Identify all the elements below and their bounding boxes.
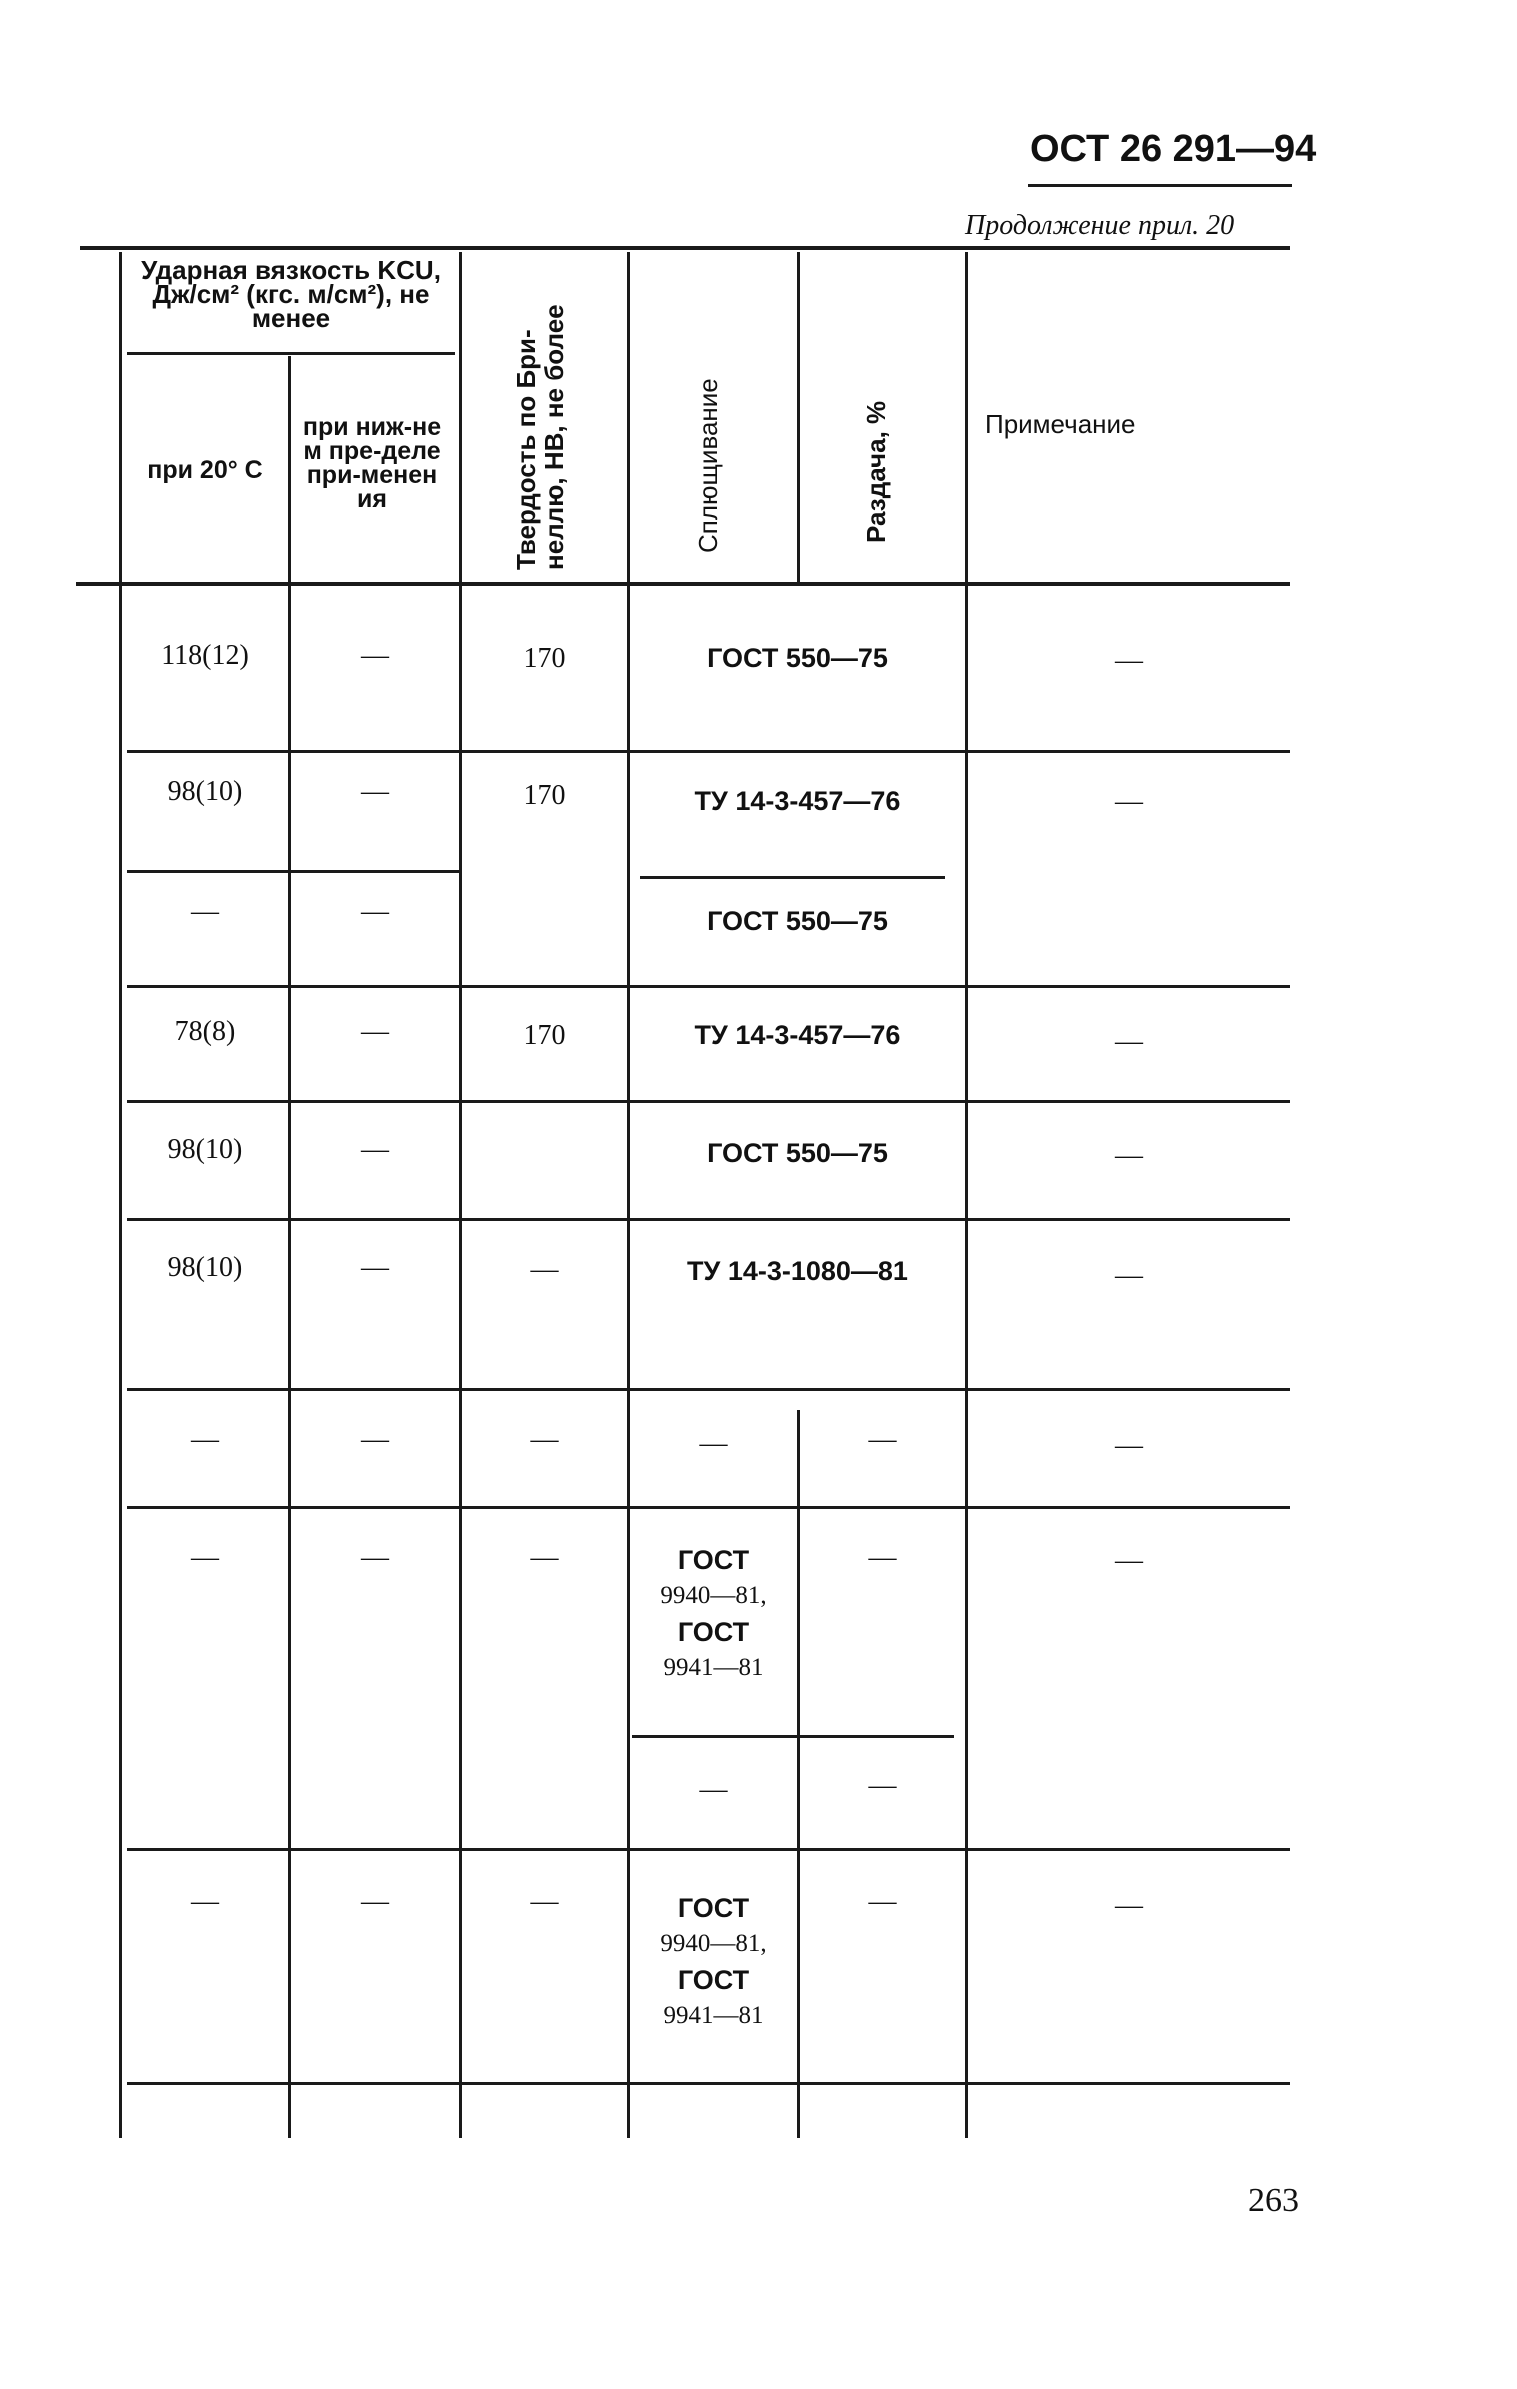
row-rule <box>127 1848 1290 1851</box>
header-bottom-rule <box>76 582 1290 586</box>
table-cell: — <box>868 1770 897 1801</box>
table-cell: — <box>1115 1140 1143 1171</box>
col-rule-0 <box>119 252 122 2138</box>
row-rule <box>127 750 1290 753</box>
table-cell: — <box>530 1886 559 1917</box>
row-rule <box>127 1388 1290 1391</box>
table-cell: — <box>530 1424 559 1455</box>
table-cell: — <box>1115 1026 1143 1057</box>
table-cell: 170 <box>523 643 566 674</box>
table-bottom-rule <box>127 2082 1290 2085</box>
row-rule <box>127 1100 1290 1103</box>
table-cell: 170 <box>523 780 566 811</box>
table-cell: ТУ 14-3-457—76 <box>694 786 901 816</box>
table-cell: — <box>361 1134 389 1165</box>
table-cell: 98(10) <box>167 1252 243 1283</box>
cell-line: ГОСТ <box>677 1893 750 1923</box>
table-cell-stacked <box>630 1890 797 2034</box>
row-rule <box>127 870 461 873</box>
table-cell: — <box>361 640 389 671</box>
impact-group-rule <box>127 352 455 355</box>
table-cell: 98(10) <box>167 1134 243 1165</box>
row-rule <box>632 1735 954 1738</box>
table-cell: — <box>1115 786 1143 817</box>
header-note: Примечание <box>985 409 1136 439</box>
table-cell: — <box>699 1774 728 1805</box>
row-rule <box>127 985 1290 988</box>
table-cell: — <box>1115 1545 1143 1576</box>
table-cell: — <box>1115 645 1143 676</box>
col-rule-2 <box>459 252 462 2138</box>
table-top-rule <box>80 246 1290 250</box>
header-expansion: Раздача, % <box>861 400 891 543</box>
header-kcu-lower-limit: при ниж-нем пре-деле при-менения <box>302 413 442 513</box>
table-cell: ТУ 14-3-457—76 <box>694 1020 901 1050</box>
page-number: 263 <box>1248 2182 1299 2219</box>
table-cell: ТУ 14-3-1080—81 <box>687 1256 908 1286</box>
table-cell: — <box>361 1252 389 1283</box>
header-kcu-20c: при 20° С <box>147 456 263 484</box>
header-flattening: Сплющивание <box>693 378 723 553</box>
header-hardness: Твердость по Бри-неллю, НВ, не более <box>511 304 569 570</box>
table-cell: — <box>1115 1890 1143 1921</box>
table-cell: — <box>361 896 389 927</box>
table-cell: — <box>699 1428 728 1459</box>
table-cell: 78(8) <box>174 1016 236 1047</box>
table-cell: — <box>530 1254 559 1285</box>
col-rule-4a <box>797 252 800 582</box>
table-cell: — <box>361 1424 389 1455</box>
table-cell: — <box>1115 1430 1143 1461</box>
col-rule-5 <box>965 252 968 2138</box>
table-cell: — <box>361 1886 389 1917</box>
table-cell: 118(12) <box>161 640 249 671</box>
header-impact-group: Ударная вязкость KCU, Дж/см² (кгс. м/см²), не менее <box>141 255 441 333</box>
cell-line: 9941—81 <box>663 2002 764 2029</box>
cell-line: ГОСТ <box>677 1965 750 1995</box>
table-cell: — <box>361 776 389 807</box>
table-cell: — <box>361 1542 389 1573</box>
doc-code: ОСТ 26 291—94 <box>1030 128 1317 170</box>
table-cell: — <box>530 1542 559 1573</box>
table-cell: ГОСТ 550—75 <box>707 643 888 673</box>
col-rule-3 <box>627 252 630 2138</box>
continuation-label: Продолжение прил. 20 <box>965 210 1235 241</box>
table-cell: 170 <box>523 1020 566 1051</box>
table-cell: — <box>191 1542 219 1573</box>
cell-line: 9941—81 <box>663 1654 764 1681</box>
table-cell: — <box>868 1542 897 1573</box>
table-cell-stacked <box>630 1542 797 1686</box>
table-cell: — <box>191 896 219 927</box>
row-rule <box>127 1506 1290 1509</box>
table-cell: — <box>1115 1260 1143 1291</box>
table-cell: 98(10) <box>167 776 243 807</box>
table-cell: — <box>191 1886 219 1917</box>
cell-line: 9940—81, <box>660 1930 767 1957</box>
cell-line: ГОСТ <box>677 1617 750 1647</box>
table-cell: — <box>868 1424 897 1455</box>
col-rule-1 <box>288 356 291 2138</box>
row-rule <box>127 1218 1290 1221</box>
table-cell: — <box>868 1886 897 1917</box>
table-cell: ГОСТ 550—75 <box>707 1138 888 1168</box>
cell-line: ГОСТ <box>677 1545 750 1575</box>
cell-line: 9940—81, <box>660 1582 767 1609</box>
table-cell: ГОСТ 550—75 <box>707 906 888 936</box>
row-rule <box>640 876 945 879</box>
table-cell: — <box>191 1424 219 1455</box>
table-cell: — <box>361 1016 389 1047</box>
doc-code-underline <box>1028 184 1292 187</box>
